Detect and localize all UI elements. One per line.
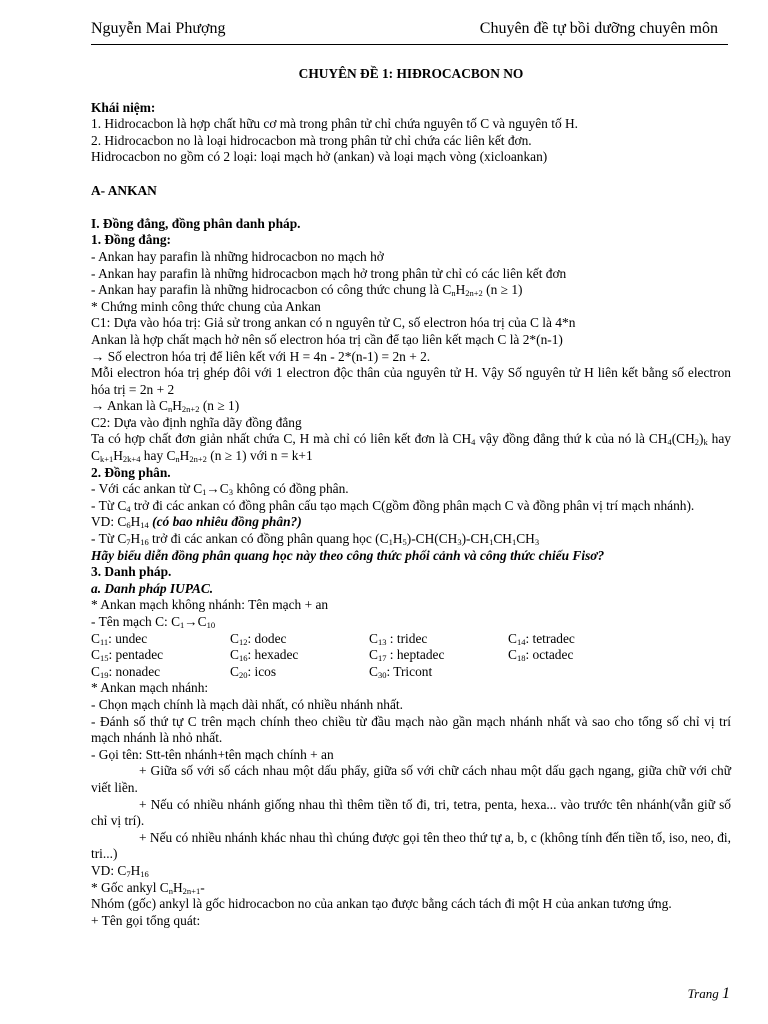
nomenclature-line-12: Nhóm (gốc) ankyl là gốc hidrocacbon no của ankan tạo được bằng cách tách đi một H của ankan tương ứng. xyxy=(91,896,672,912)
page-label: Trang xyxy=(687,986,719,1001)
chain-name-row-3: $C_{19}$: nonadec $C_{20}$: icos $C_{30}$: Tricont xyxy=(91,663,433,680)
concept-line-2: 2. Hidrocacbon no là loại hidrocacbon mà trong phân tử chỉ chứa các liên kết đơn. xyxy=(91,132,532,148)
nomenclature-line-11: * Gốc ankyl $C_nH_{2n+1}-$ xyxy=(91,879,205,896)
isomer-line-5: Hãy biểu diễn đồng phân quang học này theo công thức phối cảnh và công thức chiếu Fisơ? xyxy=(91,547,605,563)
nomenclature-line-3: * Ankan mạch nhánh: xyxy=(91,680,209,696)
concept-line-1: 1. Hidrocacbon là hợp chất hữu cơ mà trong phân tử chỉ chứa nguyên tố C và nguyên tố H. xyxy=(91,116,579,132)
homolog-line-7: → Số electron hóa trị để liên kết với H = 4n - 2*(n-1) = 2n + 2. xyxy=(91,348,431,364)
homolog-line-5: C1: Dựa vào hóa trị: Giả sử trong ankan có n nguyên tử C, số electron hóa trị của C là 4*n xyxy=(91,315,576,331)
homolog-line-8: Mỗi electron hóa trị ghép đôi với 1 electron độc thân của nguyên tử H. Vậy Số nguyên tử H liên kết bằng số electron hóa trị = 2n + 2 xyxy=(91,365,731,397)
isomer-line-3: VD: $C_6H_{14}$ (có bao nhiêu đồng phân?) xyxy=(91,514,302,531)
page-header xyxy=(91,20,728,45)
page-footer xyxy=(688,985,730,1003)
iupac-heading: a. Danh pháp IUPAC. xyxy=(91,580,214,596)
concept-heading: Khái niệm: xyxy=(91,99,156,115)
homolog-line-2: - Ankan hay parafin là những hidrocacbon mạch hở trong phân tử chỉ có các liên kết đơn xyxy=(91,265,567,281)
nomenclature-line-1: * Ankan mạch không nhánh: Tên mạch + an xyxy=(91,597,329,613)
document-body xyxy=(91,66,731,929)
section-a-heading: A- ANKAN xyxy=(91,182,157,198)
nomenclature-line-13: + Tên gọi tổng quát: xyxy=(91,912,201,928)
nomenclature-line-7: + Giữa số với số cách nhau một dấu phẩy, giữa số với chữ cách nhau một dấu gạch ngang, giữa chữ với chữ viết liền. xyxy=(91,763,731,795)
nomenclature-line-2: - Tên mạch C: $C_1\to C_{10}$ xyxy=(91,614,216,630)
isomer-line-4: - Từ $C_7H_{16}$ trở đi các ankan có đồng phân quang học $(C_1H_5)-CH(CH_3)-CH_1CH_1CH_3$ xyxy=(91,531,540,548)
header-topic: Chuyên đề tự bồi dưỡng chuyên môn xyxy=(479,20,718,37)
homolog-line-4: * Chứng minh công thức chung của Ankan xyxy=(91,298,321,314)
homolog-line-1: - Ankan hay parafin là những hidrocacbon no mạch hở xyxy=(91,248,384,264)
homolog-line-11: Ta có hợp chất đơn giản nhất chứa C, H mà chỉ có liên kết đơn là $CH_4$ vậy đồng đẳng thứ k của nó là $CH_4(CH_2)_k$ hay $C_{k+1}H_{2k+4}$ hay $C_nH_{2n+2}$ (n ≥ 1) với n = k+1 xyxy=(91,431,731,465)
isomer-line-1: - Với các ankan từ $C_1\to C_3$ không có đồng phân. xyxy=(91,481,349,498)
homolog-line-6: Ankan là hợp chất mạch hở nên số electron hóa trị cần để tạo liên kết mạch C là 2*(n-1) xyxy=(91,331,563,347)
chain-name-row-2: $C_{15}$: pentadec $C_{16}$: hexadec $C_{17}$ : heptadec $C_{18}$: octadec xyxy=(91,647,574,664)
isomer-heading: 2. Đồng phân. xyxy=(91,464,171,480)
homolog-heading: 1. Đồng đẳng: xyxy=(91,232,171,248)
header-author: Nguyễn Mai Phượng xyxy=(91,20,226,37)
nomenclature-heading: 3. Danh pháp. xyxy=(91,564,172,580)
chain-name-row-1: $C_{11}$: undec $C_{12}$: dodec $C_{13}$ : tridec $C_{14}$: tetradec xyxy=(91,630,575,647)
homolog-line-10: C2: Dựa vào định nghĩa dãy đồng đẳng xyxy=(91,414,302,430)
section-1-heading: I. Đồng đẳng, đồng phân danh pháp. xyxy=(91,215,301,231)
concept-line-3: Hidrocacbon no gồm có 2 loại: loại mạch hở (ankan) và loại mạch vòng (xicloankan) xyxy=(91,149,548,165)
nomenclature-line-9: + Nếu có nhiều nhánh khác nhau thì chúng được gọi tên theo thứ tự a, b, c (không tính đến tiền tố, iso, neo, đi, tri...) xyxy=(91,829,731,862)
homolog-line-3: - Ankan hay parafin là những hidrocacbon có công thức chung là $C_nH_{2n+2}$ (n ≥ 1) xyxy=(91,282,523,299)
homolog-line-9: → Ankan là $C_nH_{2n+2}$ (n ≥ 1) xyxy=(91,398,240,415)
nomenclature-line-10: VD: $C_7H_{16}$ xyxy=(91,862,149,879)
nomenclature-line-5: - Đánh số thứ tự C trên mạch chính theo chiều từ đầu mạch nào gần mạch nhánh nhất và sao cho tổng số chỉ vị trí mạch nhánh là nhỏ nhất. xyxy=(91,713,731,746)
isomer-line-2: - Từ $C_4$ trở đi các ankan có đồng phân cấu tạo mạch C(gồm đồng phân mạch C và đồng phân vị trí mạch nhánh). xyxy=(91,497,695,514)
nomenclature-line-4: - Chọn mạch chính là mạch dài nhất, có nhiều nhánh nhất. xyxy=(91,696,403,712)
nomenclature-line-6: - Gọi tên: Stt-tên nhánh+tên mạch chính + an xyxy=(91,746,334,762)
nomenclature-line-8: + Nếu có nhiều nhánh giống nhau thì thêm tiền tố đi, tri, tetra, penta, hexa... vào trước tên nhánh(vẫn giữ số chỉ vị trí). xyxy=(91,796,731,829)
page-number: 1 xyxy=(722,985,730,1002)
document-title: CHUYÊN ĐỀ 1: HIĐROCACBON NO xyxy=(298,66,524,81)
